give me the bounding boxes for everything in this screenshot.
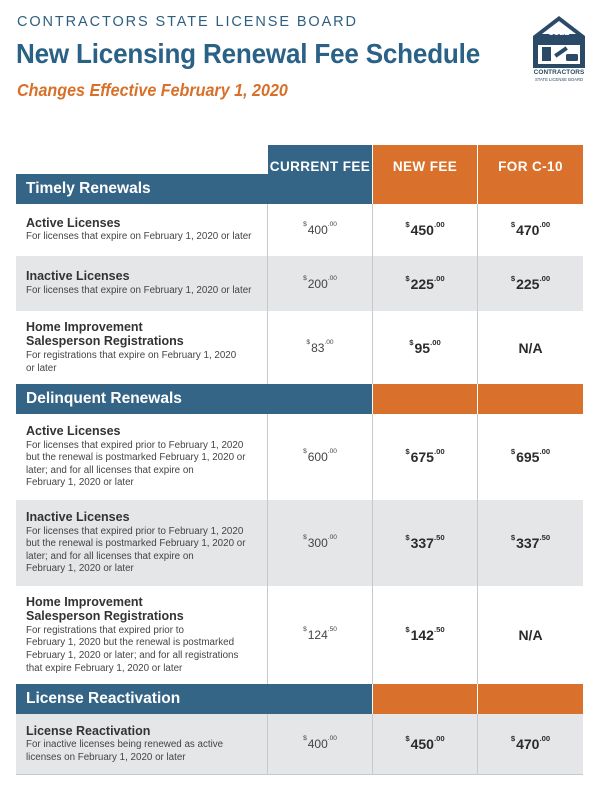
fee-cents: .00	[433, 273, 445, 283]
table-row	[16, 500, 583, 586]
fee-value: N/A	[518, 339, 543, 356]
fee-value	[405, 535, 444, 551]
c10-fee-cell	[478, 311, 583, 384]
row-title: License Reactivation	[26, 723, 151, 738]
section-header	[16, 174, 583, 204]
fee-value	[511, 222, 550, 238]
row-text	[26, 256, 264, 311]
fee-value: N/A	[518, 627, 543, 643]
c10-fee-cell	[478, 586, 583, 684]
fee-amount: 600	[307, 450, 328, 464]
section-band-new	[373, 174, 477, 204]
fee-value	[303, 450, 337, 464]
fee-amount: 225	[410, 275, 434, 292]
section-band-c10	[478, 684, 583, 714]
table-row	[16, 204, 583, 256]
currency-symbol: $	[510, 533, 516, 542]
row-title: Home Improvement Salesperson Registrations	[26, 319, 184, 349]
fee-amount: 400	[307, 737, 328, 751]
table-row	[16, 586, 583, 684]
row-text	[26, 311, 264, 384]
fee-value	[303, 536, 337, 550]
c10-fee-cell	[478, 500, 583, 586]
fee-value	[511, 449, 550, 465]
row-title: Active Licenses	[26, 215, 121, 230]
section-title: Timely Renewals	[16, 174, 277, 204]
fee-cents: .00	[327, 534, 337, 541]
new-fee-cell	[373, 586, 477, 684]
row-text	[26, 500, 264, 586]
row-title: Home Improvement Salesperson Registrations	[26, 594, 184, 624]
fee-cents: .00	[327, 448, 337, 455]
new-fee-cell	[373, 714, 477, 774]
table-row	[16, 311, 583, 384]
fee-cents: .00	[327, 735, 337, 742]
page-title: New Licensing Renewal Fee Schedule	[16, 38, 480, 69]
fee-cents: .50	[433, 625, 445, 634]
fee-amount: 124	[307, 628, 328, 642]
section-band-current	[268, 684, 372, 714]
section-band-current	[268, 384, 372, 414]
fee-cents: .00	[433, 734, 445, 743]
row-title: Active Licenses	[26, 424, 121, 439]
row-description: For licenses that expire on February 1, 2020 or later	[26, 231, 252, 243]
fee-amount: 470	[516, 736, 540, 752]
currency-symbol: $	[303, 448, 307, 455]
currency-symbol: $	[405, 734, 410, 743]
fee-cents: .50	[327, 626, 337, 633]
fee-amount: 200	[307, 276, 328, 291]
fee-value	[511, 736, 550, 752]
fee-cents: .00	[539, 447, 551, 456]
fee-value	[303, 628, 337, 642]
section-band-new	[373, 384, 477, 414]
new-fee-cell	[373, 311, 477, 384]
logo-name: CONTRACTORS	[533, 69, 585, 76]
row-description: For inactive licenses being renewed as active licenses on February 1, 2020 or later	[26, 739, 224, 763]
fee-value	[303, 737, 337, 751]
fee-cents: .00	[433, 220, 445, 229]
section-header	[16, 684, 583, 714]
currency-symbol: $	[405, 533, 410, 542]
fee-cents: .50	[433, 533, 445, 542]
fee-value	[303, 274, 337, 291]
logo-abbr: CSLB	[548, 28, 570, 37]
currency-symbol: $	[303, 626, 307, 633]
row-description: For registrations that expired prior to February 1, 2020 but the renewal is postmarked February 1, 2020 or later; and for all registrations that expire February 1, 2020 or later	[26, 624, 239, 674]
fee-amount: 400	[307, 223, 328, 237]
row-text	[26, 714, 264, 774]
currency-symbol: $	[303, 735, 307, 742]
fee-amount: 300	[307, 536, 328, 550]
fee-cents: .00	[539, 734, 551, 743]
fee-value	[303, 223, 337, 237]
fee-cents: .00	[327, 221, 337, 228]
row-text	[26, 414, 264, 500]
fee-cents: .00	[539, 220, 551, 229]
logo-sub: STATE LICENSE BOARD	[534, 77, 583, 82]
section-band-c10	[478, 384, 583, 414]
currency-symbol: $	[405, 625, 410, 634]
table-row	[16, 256, 583, 311]
c10-fee-cell	[478, 204, 583, 256]
currency-symbol: $	[510, 734, 516, 743]
row-text	[26, 204, 264, 256]
row-description: For registrations that expire on February 1, 2020 or later	[26, 349, 237, 374]
table-bottom-rule	[16, 774, 583, 775]
table-row	[16, 714, 583, 774]
fee-amount: 450	[410, 736, 434, 752]
column-title: NEW FEE	[392, 159, 458, 174]
fee-amount: 470	[516, 222, 540, 238]
row-text	[26, 586, 264, 684]
currency-symbol: $	[405, 273, 410, 283]
c10-fee-cell	[478, 256, 583, 311]
fee-amount: 337	[516, 535, 540, 551]
table-row	[16, 414, 583, 500]
c10-fee-cell	[478, 714, 583, 774]
fee-amount: 142	[410, 627, 434, 643]
cslb-logo	[530, 14, 588, 84]
fee-value	[405, 627, 444, 643]
row-title: Inactive Licenses	[26, 510, 130, 525]
currency-symbol: $	[510, 447, 516, 456]
fee-value	[511, 535, 550, 551]
fee-cents: .00	[433, 447, 445, 456]
fee-amount: 83	[311, 340, 325, 355]
currency-symbol: $	[405, 447, 410, 456]
row-description: For licenses that expire on February 1, 2020 or later	[26, 284, 252, 296]
fee-value	[405, 449, 444, 465]
section-band-c10	[478, 174, 583, 204]
section-band-current	[268, 174, 372, 204]
currency-symbol: $	[306, 338, 311, 346]
current-fee-cell	[268, 586, 372, 684]
new-fee-cell	[373, 500, 477, 586]
c10-fee-cell	[478, 414, 583, 500]
fee-cents: .00	[430, 337, 441, 347]
fee-amount: 695	[516, 449, 540, 465]
current-fee-cell	[268, 500, 372, 586]
new-fee-cell	[373, 204, 477, 256]
new-fee-cell	[373, 256, 477, 311]
section-title: Delinquent Renewals	[16, 384, 277, 414]
currency-symbol: $	[409, 337, 414, 347]
row-description: For licenses that expired prior to February 1, 2020 but the renewal is postmarked February 1, 2020 or later; and for all licenses that expire on February 1, 2020 or later	[26, 439, 246, 489]
row-description: For licenses that expired prior to February 1, 2020 but the renewal is postmarked February 1, 2020 or later; and for all licenses that expire on February 1, 2020 or later	[26, 525, 246, 575]
currency-symbol: $	[405, 220, 410, 229]
fee-value	[405, 222, 444, 238]
fee-amount: 450	[410, 222, 434, 238]
fee-value	[405, 273, 445, 292]
org-name: CONTRACTORS STATE LICENSE BOARD	[17, 14, 358, 30]
fee-amount: 337	[410, 535, 434, 551]
fee-value	[306, 338, 334, 355]
new-fee-cell	[373, 414, 477, 500]
current-fee-cell	[268, 204, 372, 256]
row-title: Inactive Licenses	[26, 269, 130, 284]
fee-amount: 95	[414, 339, 431, 356]
fee-cents: .00	[539, 273, 551, 283]
page-subtitle: Changes Effective February 1, 2020	[17, 80, 288, 100]
current-fee-cell	[268, 414, 372, 500]
fee-amount: 225	[516, 275, 540, 292]
fee-cents: .00	[324, 338, 334, 346]
current-fee-cell	[268, 311, 372, 384]
section-band-new	[373, 684, 477, 714]
currency-symbol: $	[510, 273, 516, 283]
fee-value	[510, 273, 551, 292]
column-title: CURRENT FEE	[269, 159, 371, 174]
currency-symbol: $	[510, 220, 516, 229]
currency-symbol: $	[303, 221, 307, 228]
fee-cents: .50	[539, 533, 551, 542]
fee-amount: 675	[410, 449, 434, 465]
fee-cents: .00	[327, 274, 337, 282]
current-fee-cell	[268, 714, 372, 774]
currency-symbol: $	[303, 274, 307, 282]
section-header	[16, 384, 583, 414]
column-title: FOR C-10	[498, 159, 563, 174]
fee-value	[405, 736, 444, 752]
current-fee-cell	[268, 256, 372, 311]
fee-value	[409, 337, 441, 356]
section-title: License Reactivation	[16, 684, 277, 714]
currency-symbol: $	[303, 534, 307, 541]
